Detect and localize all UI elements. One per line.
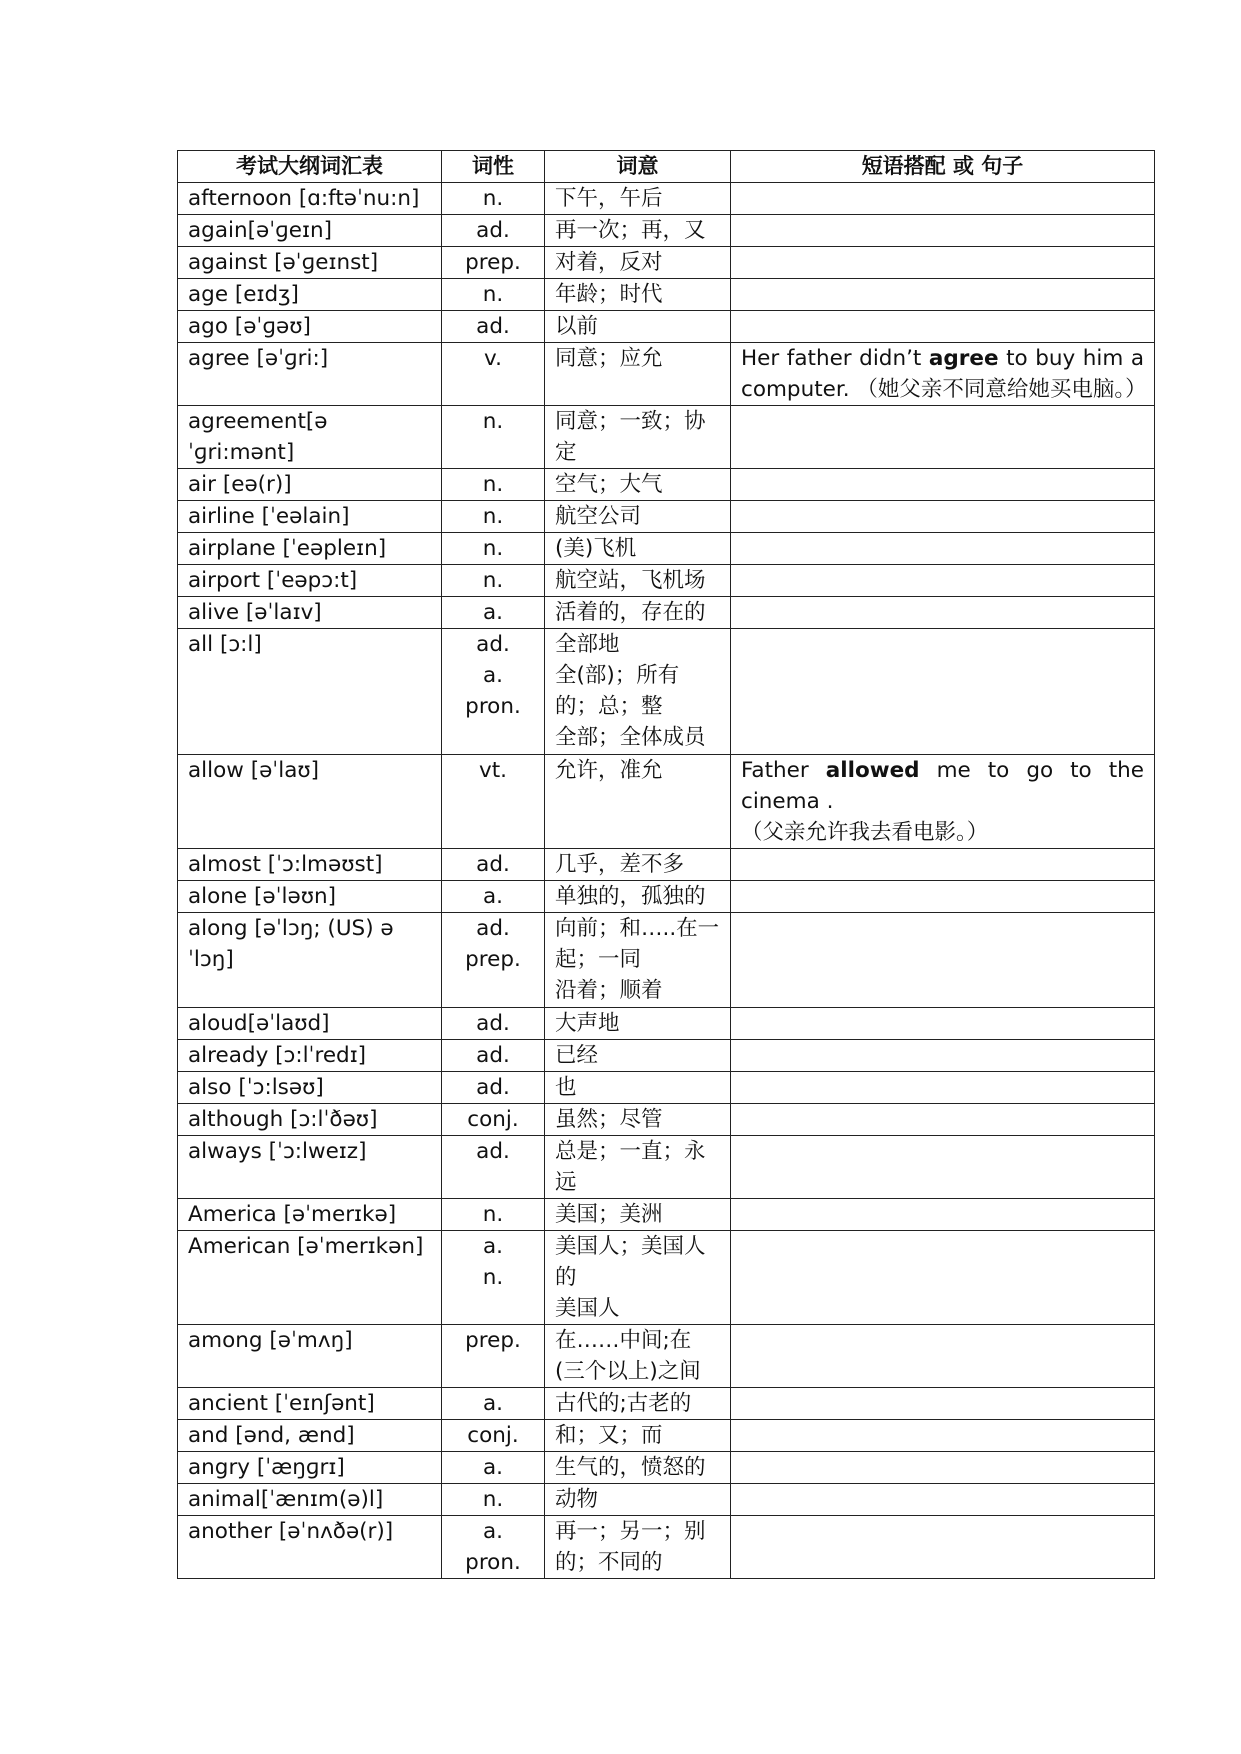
table-row [178,1484,1155,1516]
meaning-line: 动物 [555,1487,599,1512]
pos-cell [442,406,545,469]
meaning-cell [545,881,731,913]
word-cell: ago [əˈɡəʊ] [178,311,442,343]
meaning-line: 以前 [555,314,599,339]
meaning-line: 全部；全体成员 [555,725,706,750]
pos-line: a. [482,1234,503,1259]
table-row [178,1199,1155,1231]
meaning-cell [545,279,731,311]
table-row [178,629,1155,755]
word-cell: age [eɪdʒ] [178,279,442,311]
pos-line: ad. [476,852,510,877]
table-row [178,1008,1155,1040]
pos-line: vt. [479,758,507,783]
meaning-line: 对着，反对 [555,250,663,275]
phrase-cell [731,1136,1155,1199]
table-row [178,247,1155,279]
phrase-cell [731,565,1155,597]
pos-cell [442,1231,545,1325]
phrase-cell [731,279,1155,311]
phrase-cell [731,1388,1155,1420]
pos-cell [442,1388,545,1420]
table-row [178,1420,1155,1452]
phrase-cell [731,1516,1155,1579]
table-row [178,279,1155,311]
sentence-keyword: agree [928,346,999,371]
pos-line: ad. [476,1043,510,1068]
phrase-cell [731,1452,1155,1484]
word-cell: another [əˈnʌðə(r)] [178,1516,442,1579]
meaning-cell [545,629,731,755]
word-cell: again[əˈɡeɪn] [178,215,442,247]
meaning-line: 年龄；时代 [555,282,663,307]
meaning-line: 单独的，孤独的 [555,884,706,909]
pos-cell [442,1420,545,1452]
meaning-cell [545,406,731,469]
pos-cell [442,597,545,629]
meaning-line: 同意；应允 [555,346,663,371]
pos-line: n. [482,186,504,211]
meaning-line: 下午，午后 [555,186,663,211]
pos-cell [442,279,545,311]
phrase-cell [731,849,1155,881]
table-body [178,183,1155,1579]
vocabulary-table [177,150,1155,1579]
word-cell: among [əˈmʌŋ] [178,1325,442,1388]
pos-line: n. [482,1265,504,1290]
phrase-cell [731,311,1155,343]
phrase-cell [731,881,1155,913]
pos-line: pron. [465,1550,521,1575]
meaning-cell [545,533,731,565]
meaning-cell [545,565,731,597]
phrase-cell [731,629,1155,755]
table-row [178,1516,1155,1579]
pos-cell [442,1484,545,1516]
meaning-line: 向前；和…..在一起；一同 [555,916,720,972]
sentence-keyword: allowed [825,758,920,783]
meaning-cell [545,1104,731,1136]
word-cell: animal[ˈænɪm(ə)l] [178,1484,442,1516]
word-cell: almost [ˈɔ:lməʊst] [178,849,442,881]
pos-line: a. [482,1455,503,1480]
table-row [178,881,1155,913]
table-row [178,565,1155,597]
pos-cell [442,1452,545,1484]
phrase-cell [731,406,1155,469]
pos-cell [442,247,545,279]
meaning-line: 沿着；顺着 [555,978,663,1003]
pos-line: ad. [476,218,510,243]
phrase-cell [731,1199,1155,1231]
pos-line: conj. [467,1423,519,1448]
pos-line: pron. [465,694,521,719]
phrase-cell [731,1104,1155,1136]
meaning-line: 再一次；再，又 [555,218,706,243]
meaning-line: 和；又；而 [555,1423,663,1448]
meaning-cell [545,1231,731,1325]
sentence-pre: Her father didn’t [741,346,929,371]
header-pos: 词性 [442,151,545,183]
pos-line: n. [482,1202,504,1227]
pos-line: n. [482,409,504,434]
word-cell: agree [əˈɡri:] [178,343,442,406]
pos-line: a. [482,663,503,688]
phrase-cell [731,183,1155,215]
meaning-line: 美国人；美国人的 [555,1234,706,1290]
word-cell: America [əˈmerɪkə] [178,1199,442,1231]
meaning-line: 也 [555,1075,577,1100]
pos-line: ad. [476,1075,510,1100]
meaning-cell [545,755,731,849]
phrase-cell [731,533,1155,565]
meaning-line: 生气的，愤怒的 [555,1455,706,1480]
pos-line: n. [482,282,504,307]
phrase-cell [731,1072,1155,1104]
table-row [178,1040,1155,1072]
table-row [178,1325,1155,1388]
pos-line: ad. [476,916,510,941]
pos-cell [442,629,545,755]
pos-cell [442,1072,545,1104]
table-row [178,533,1155,565]
pos-cell [442,1104,545,1136]
meaning-line: 活着的，存在的 [555,600,706,625]
pos-line: n. [482,568,504,593]
pos-line: a. [482,600,503,625]
meaning-cell [545,1136,731,1199]
word-cell: aloud[əˈlaʊd] [178,1008,442,1040]
sentence-pre: Father [741,758,826,783]
phrase-cell [731,913,1155,1008]
pos-cell [442,343,545,406]
meaning-line: 同意；一致；协定 [555,409,706,465]
meaning-cell [545,1040,731,1072]
pos-cell [442,849,545,881]
meaning-cell [545,1199,731,1231]
word-cell: although [ɔ:lˈðəʊ] [178,1104,442,1136]
meaning-cell [545,501,731,533]
table-row [178,913,1155,1008]
table-row [178,1231,1155,1325]
table-row [178,1104,1155,1136]
word-cell: also [ˈɔ:lsəʊ] [178,1072,442,1104]
meaning-cell [545,597,731,629]
meaning-line: 再一；另一；别的；不同的 [555,1519,706,1575]
pos-line: prep. [465,250,521,275]
pos-cell [442,913,545,1008]
meaning-cell [545,913,731,1008]
meaning-line: 已经 [555,1043,599,1068]
word-cell: agreement[əˈɡri:mənt] [178,406,442,469]
meaning-line: 空气；大气 [555,472,663,497]
table-row [178,755,1155,849]
word-cell: already [ɔ:lˈredɪ] [178,1040,442,1072]
vocabulary-page [177,150,1154,1579]
meaning-cell [545,311,731,343]
pos-cell [442,501,545,533]
phrase-cell [731,215,1155,247]
meaning-cell [545,1452,731,1484]
sentence-translation: （父亲允许我去看电影。） [741,820,989,845]
phrase-cell [731,1231,1155,1325]
meaning-cell [545,1325,731,1388]
table-row [178,406,1155,469]
pos-line: n. [482,1487,504,1512]
pos-cell [442,1136,545,1199]
word-cell: along [əˈlɔŋ; (US) əˈlɔŋ] [178,913,442,1008]
phrase-cell [731,1484,1155,1516]
pos-cell [442,755,545,849]
table-row [178,501,1155,533]
meaning-cell [545,469,731,501]
word-cell: always [ˈɔ:lweɪz] [178,1136,442,1199]
table-row [178,311,1155,343]
meaning-line: 允许，准允 [555,758,663,783]
pos-line: ad. [476,1011,510,1036]
table-row [178,1388,1155,1420]
meaning-cell [545,1484,731,1516]
meaning-cell [545,1388,731,1420]
table-row [178,597,1155,629]
word-cell: airplane [ˈeəpleɪn] [178,533,442,565]
pos-line: prep. [465,1328,521,1353]
meaning-line: 大声地 [555,1011,620,1036]
meaning-line: 美国人 [555,1296,620,1321]
example-sentence [741,755,1151,817]
phrase-cell [731,597,1155,629]
word-cell: ancient [ˈeɪnʃənt] [178,1388,442,1420]
meaning-line: 美国；美洲 [555,1202,663,1227]
meaning-line: 总是；一直；永远 [555,1139,706,1195]
pos-line: n. [482,504,504,529]
word-cell: afternoon [ɑ:ftəˈnu:n] [178,183,442,215]
phrase-cell [731,343,1155,406]
word-cell: alive [əˈlaɪv] [178,597,442,629]
word-cell: against [əˈɡeɪnst] [178,247,442,279]
phrase-cell [731,1420,1155,1452]
word-cell: all [ɔ:l] [178,629,442,755]
pos-line: a. [482,884,503,909]
pos-line: ad. [476,632,510,657]
pos-cell [442,1325,545,1388]
pos-cell [442,1008,545,1040]
meaning-cell [545,215,731,247]
header-phrase: 短语搭配 或 句子 [731,151,1155,183]
meaning-cell [545,1008,731,1040]
table-row [178,1136,1155,1199]
meaning-cell [545,247,731,279]
word-cell: alone [əˈləʊn] [178,881,442,913]
pos-cell [442,1199,545,1231]
word-cell: American [əˈmerɪkən] [178,1231,442,1325]
meaning-line: 全(部)；所有的；总；整 [555,663,680,719]
meaning-cell [545,1516,731,1579]
table-header-row [178,151,1155,183]
sentence-post: me to go to the cinema . [741,758,1151,814]
meaning-line: 虽然；尽管 [555,1107,663,1132]
word-cell: airline [ˈeəlain] [178,501,442,533]
meaning-line: 几乎，差不多 [555,852,685,877]
word-cell: allow [əˈlaʊ] [178,755,442,849]
word-cell: angry [ˈæŋɡrɪ] [178,1452,442,1484]
pos-cell [442,565,545,597]
meaning-cell [545,1420,731,1452]
table-row [178,469,1155,501]
meaning-line: 航空站，飞机场 [555,568,706,593]
phrase-cell [731,1008,1155,1040]
table-row [178,215,1155,247]
header-meaning: 词意 [545,151,731,183]
pos-line: n. [482,472,504,497]
meaning-cell [545,343,731,406]
pos-cell [442,881,545,913]
meaning-cell [545,1072,731,1104]
pos-line: prep. [465,947,521,972]
meaning-line: (美)飞机 [555,536,637,561]
pos-line: a. [482,1519,503,1544]
table-row [178,849,1155,881]
pos-line: ad. [476,1139,510,1164]
table-row [178,1452,1155,1484]
meaning-line: 全部地 [555,632,620,657]
pos-cell [442,1516,545,1579]
phrase-cell [731,247,1155,279]
meaning-line: 在……中间;在(三个以上)之间 [555,1328,701,1384]
pos-cell [442,183,545,215]
pos-cell [442,1040,545,1072]
word-cell: air [eə(r)] [178,469,442,501]
sentence-post: to buy him a computer. （她父亲不同意给她买电脑。） [741,346,1151,402]
pos-cell [442,469,545,501]
phrase-cell [731,501,1155,533]
table-row [178,183,1155,215]
word-cell: airport [ˈeəpɔ:t] [178,565,442,597]
table-row [178,1072,1155,1104]
phrase-cell [731,469,1155,501]
pos-line: n. [482,536,504,561]
meaning-cell [545,849,731,881]
table-row [178,343,1155,406]
pos-line: conj. [467,1107,519,1132]
pos-cell [442,215,545,247]
header-word: 考试大纲词汇表 [178,151,442,183]
pos-cell [442,533,545,565]
phrase-cell [731,755,1155,849]
meaning-cell [545,183,731,215]
example-sentence [741,343,1151,405]
meaning-line: 航空公司 [555,504,642,529]
phrase-cell [731,1325,1155,1388]
pos-line: ad. [476,314,510,339]
meaning-line: 古代的;古老的 [555,1391,692,1416]
pos-line: v. [484,346,502,371]
pos-cell [442,311,545,343]
pos-line: a. [482,1391,503,1416]
word-cell: and [ənd, ænd] [178,1420,442,1452]
phrase-cell [731,1040,1155,1072]
